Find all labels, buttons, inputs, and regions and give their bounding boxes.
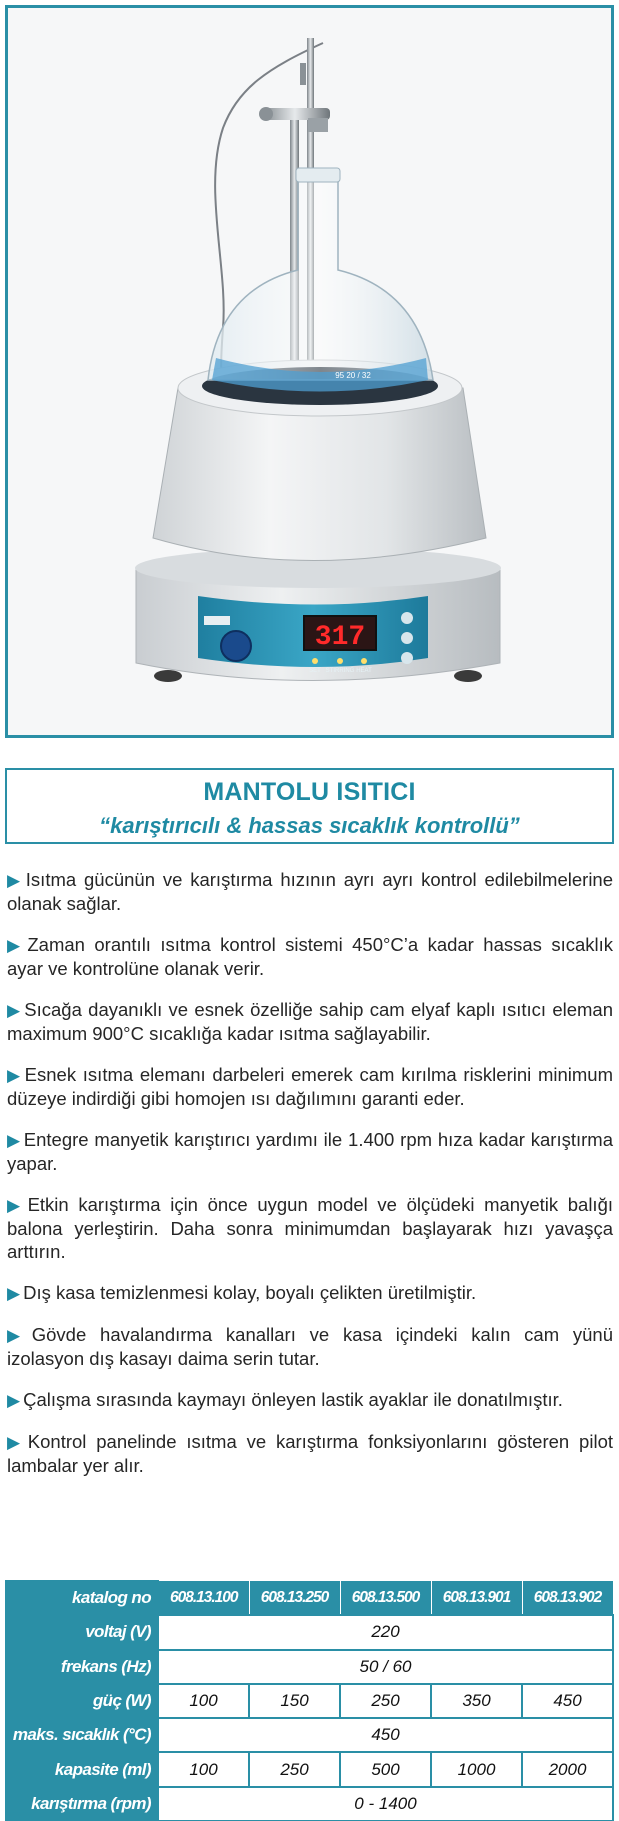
table-cell: 250	[249, 1752, 340, 1786]
list-item: ▶ Isıtma gücünün ve karıştırma hızının ayrı ayrı kontrol edilebilmelerine olanak sağlar.	[7, 869, 614, 914]
spec-table	[5, 1580, 614, 1821]
table-cell: 0 - 1400	[158, 1787, 613, 1821]
table-row	[6, 1787, 613, 1821]
arrow-right-icon: ▶	[7, 871, 23, 890]
list-item: ▶ Entegre manyetik karıştırıcı yardımı ile 1.400 rpm hıza kadar karıştırma yapar.	[7, 1129, 613, 1174]
model-header: 608.13.100	[158, 1581, 249, 1615]
model-header: 608.13.250	[249, 1581, 340, 1615]
table-cell: 2000	[522, 1752, 613, 1786]
model-header: 608.13.902	[522, 1581, 613, 1615]
arrow-right-icon: ▶	[7, 936, 25, 955]
arrow-right-icon: ▶	[7, 1131, 21, 1150]
table-cell: 500	[340, 1752, 431, 1786]
arrow-right-icon: ▶	[7, 1326, 29, 1345]
model-header: 608.13.901	[431, 1581, 522, 1615]
row-label: güç (W)	[6, 1684, 158, 1718]
heating-mantle-illustration	[8, 8, 611, 735]
list-item: ▶ Etkin karıştırma için önce uygun model ve ölçüdeki manyetik balığı balona yerleştirin. Daha sonra minimumdan başlayarak hızı yavaşça arttırın.	[7, 1194, 614, 1262]
table-cell: 100	[158, 1752, 249, 1786]
table-cell: 250	[340, 1684, 431, 1718]
feature-list	[7, 868, 613, 1477]
row-label: karıştırma (rpm)	[6, 1787, 158, 1821]
arrow-right-icon: ▶	[7, 1433, 25, 1452]
table-cell: 1000	[431, 1752, 522, 1786]
header-label: katalog no	[6, 1581, 158, 1615]
list-item: ▶ Kontrol panelinde ısıtma ve karıştırma fonksiyonlarını gösteren pilot lambalar yer alır.	[7, 1431, 613, 1476]
temperature-display: 317	[314, 622, 366, 653]
list-item: ▶ Zaman orantılı ısıtma kontrol sistemi 450°C’a kadar hassas sıcaklık ayar ve kontrolüne olanak verir.	[7, 934, 613, 979]
list-item: ▶ Gövde havalandırma kanalları ve kasa içindeki kalın cam yünü izolasyon dış kasayı daima serin tutar.	[7, 1324, 614, 1369]
panel-label-stirring: STIRRING	[325, 668, 355, 674]
row-label: voltaj (V)	[6, 1615, 158, 1649]
table-row	[6, 1684, 613, 1718]
arrow-right-icon: ▶	[7, 1391, 21, 1410]
arrow-right-icon: ▶	[7, 1001, 22, 1020]
table-cell: 50 / 60	[158, 1650, 613, 1684]
product-title-box	[5, 768, 614, 844]
table-cell: 450	[158, 1718, 613, 1752]
table-cell: 350	[431, 1684, 522, 1718]
row-label: frekans (Hz)	[6, 1650, 158, 1684]
list-item: ▶ Çalışma sırasında kaymayı önleyen lastik ayaklar ile donatılmıştır.	[7, 1389, 563, 1410]
flask-marking: 95 20 / 32	[335, 371, 371, 380]
arrow-right-icon: ▶	[7, 1066, 22, 1085]
table-cell: 450	[522, 1684, 613, 1718]
table-row	[6, 1650, 613, 1684]
panel-label-heat: HEAT	[356, 668, 372, 674]
table-row	[6, 1752, 613, 1786]
list-item: ▶ Dış kasa temizlenmesi kolay, boyalı çelikten üretilmiştir.	[7, 1282, 477, 1303]
stirring-knob	[221, 631, 251, 661]
list-item: ▶ Sıcağa dayanıklı ve esnek özelliğe sahip cam elyaf kaplı ısıtıcı eleman maximum 900°C sıcaklığa kadar ısıtma sağlayabilir.	[7, 999, 613, 1044]
panel-label-set: SET	[309, 668, 321, 674]
table-header-row	[6, 1581, 613, 1615]
row-label: kapasite (ml)	[6, 1752, 158, 1786]
table-cell: 150	[249, 1684, 340, 1718]
page-title: MANTOLU ISITICI	[203, 778, 416, 806]
page-subtitle: “karıştırıcılı & hassas sıcaklık kontrollü”	[99, 813, 520, 838]
row-label: maks. sıcaklık (°C)	[6, 1718, 158, 1752]
product-photo	[5, 5, 614, 738]
list-item: ▶ Esnek ısıtma elemanı darbeleri emerek cam kırılma risklerini minimum düzeye indirdiği gibi homojen ısı dağılımını garanti eder.	[7, 1064, 613, 1109]
arrow-right-icon: ▶	[7, 1196, 25, 1215]
arrow-right-icon: ▶	[7, 1284, 21, 1303]
table-row	[6, 1718, 613, 1752]
table-cell: 100	[158, 1684, 249, 1718]
model-header: 608.13.500	[340, 1581, 431, 1615]
table-row	[6, 1615, 613, 1649]
table-cell: 220	[158, 1615, 613, 1649]
